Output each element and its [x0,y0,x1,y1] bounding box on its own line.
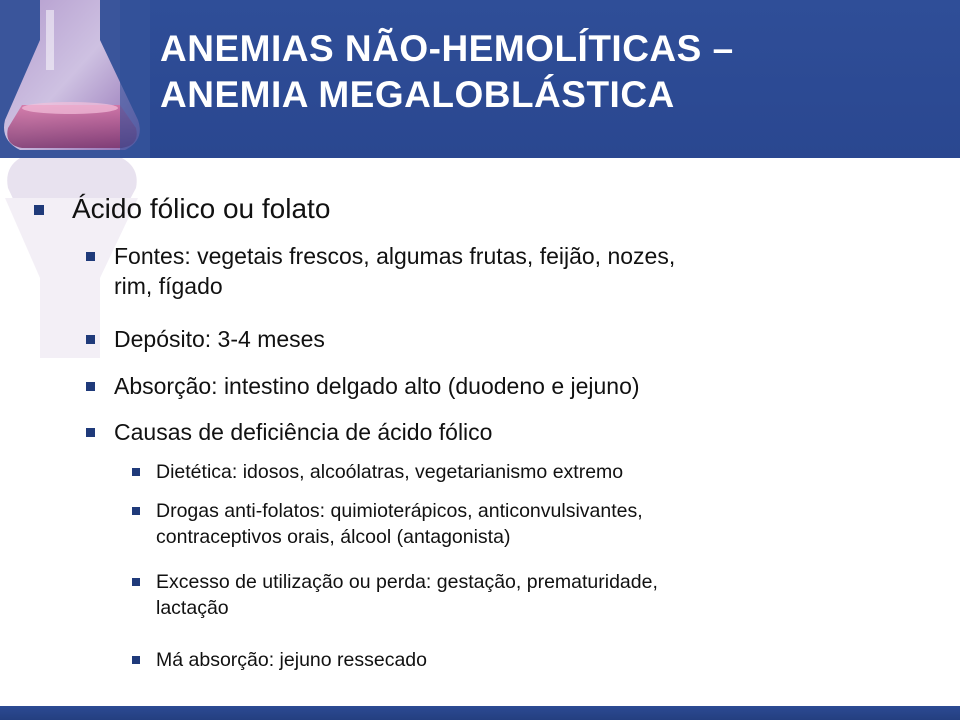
square-bullet-icon [34,205,44,215]
bullet-line: lactação [156,597,229,619]
bullet-text [156,569,846,621]
title-banner [0,0,960,158]
square-bullet-icon [132,578,140,586]
square-bullet-icon [86,252,95,261]
square-bullet-icon [86,335,95,344]
slide-title [160,26,940,118]
square-bullet-icon [132,656,140,664]
square-bullet-icon [86,428,95,437]
flask-image [0,0,150,158]
bullet-text: Dietética: idosos, alcoólatras, vegetarianismo extremo [156,461,624,483]
title-line-1: ANEMIAS NÃO-HEMOLÍTICAS – [160,28,734,69]
bullet-text [156,498,846,550]
bullet-text: Ácido fólico ou folato [72,193,331,224]
bullet-line: Drogas anti-folatos: quimioterápicos, anticonvulsivantes, [156,500,643,522]
bullet-text: Depósito: 3-4 meses [114,326,325,352]
bullet-text: Absorção: intestino delgado alto (duodeno e jejuno) [114,373,640,399]
square-bullet-icon [86,382,95,391]
title-line-2: ANEMIA MEGALOBLÁSTICA [160,74,675,115]
square-bullet-icon [132,507,140,515]
bullet-text [114,241,904,301]
bullet-text: Má absorção: jejuno ressecado [156,649,427,671]
footer-bar [0,706,960,720]
bullet-line: Fontes: vegetais frescos, algumas frutas, feijão, nozes, [114,243,676,269]
bullet-line: Excesso de utilização ou perda: gestação, prematuridade, [156,571,658,593]
bullet-line: contraceptivos orais, álcool (antagonista) [156,526,511,548]
bullet-text: Causas de deficiência de ácido fólico [114,419,493,445]
square-bullet-icon [132,468,140,476]
bullet-line: rim, fígado [114,273,223,299]
